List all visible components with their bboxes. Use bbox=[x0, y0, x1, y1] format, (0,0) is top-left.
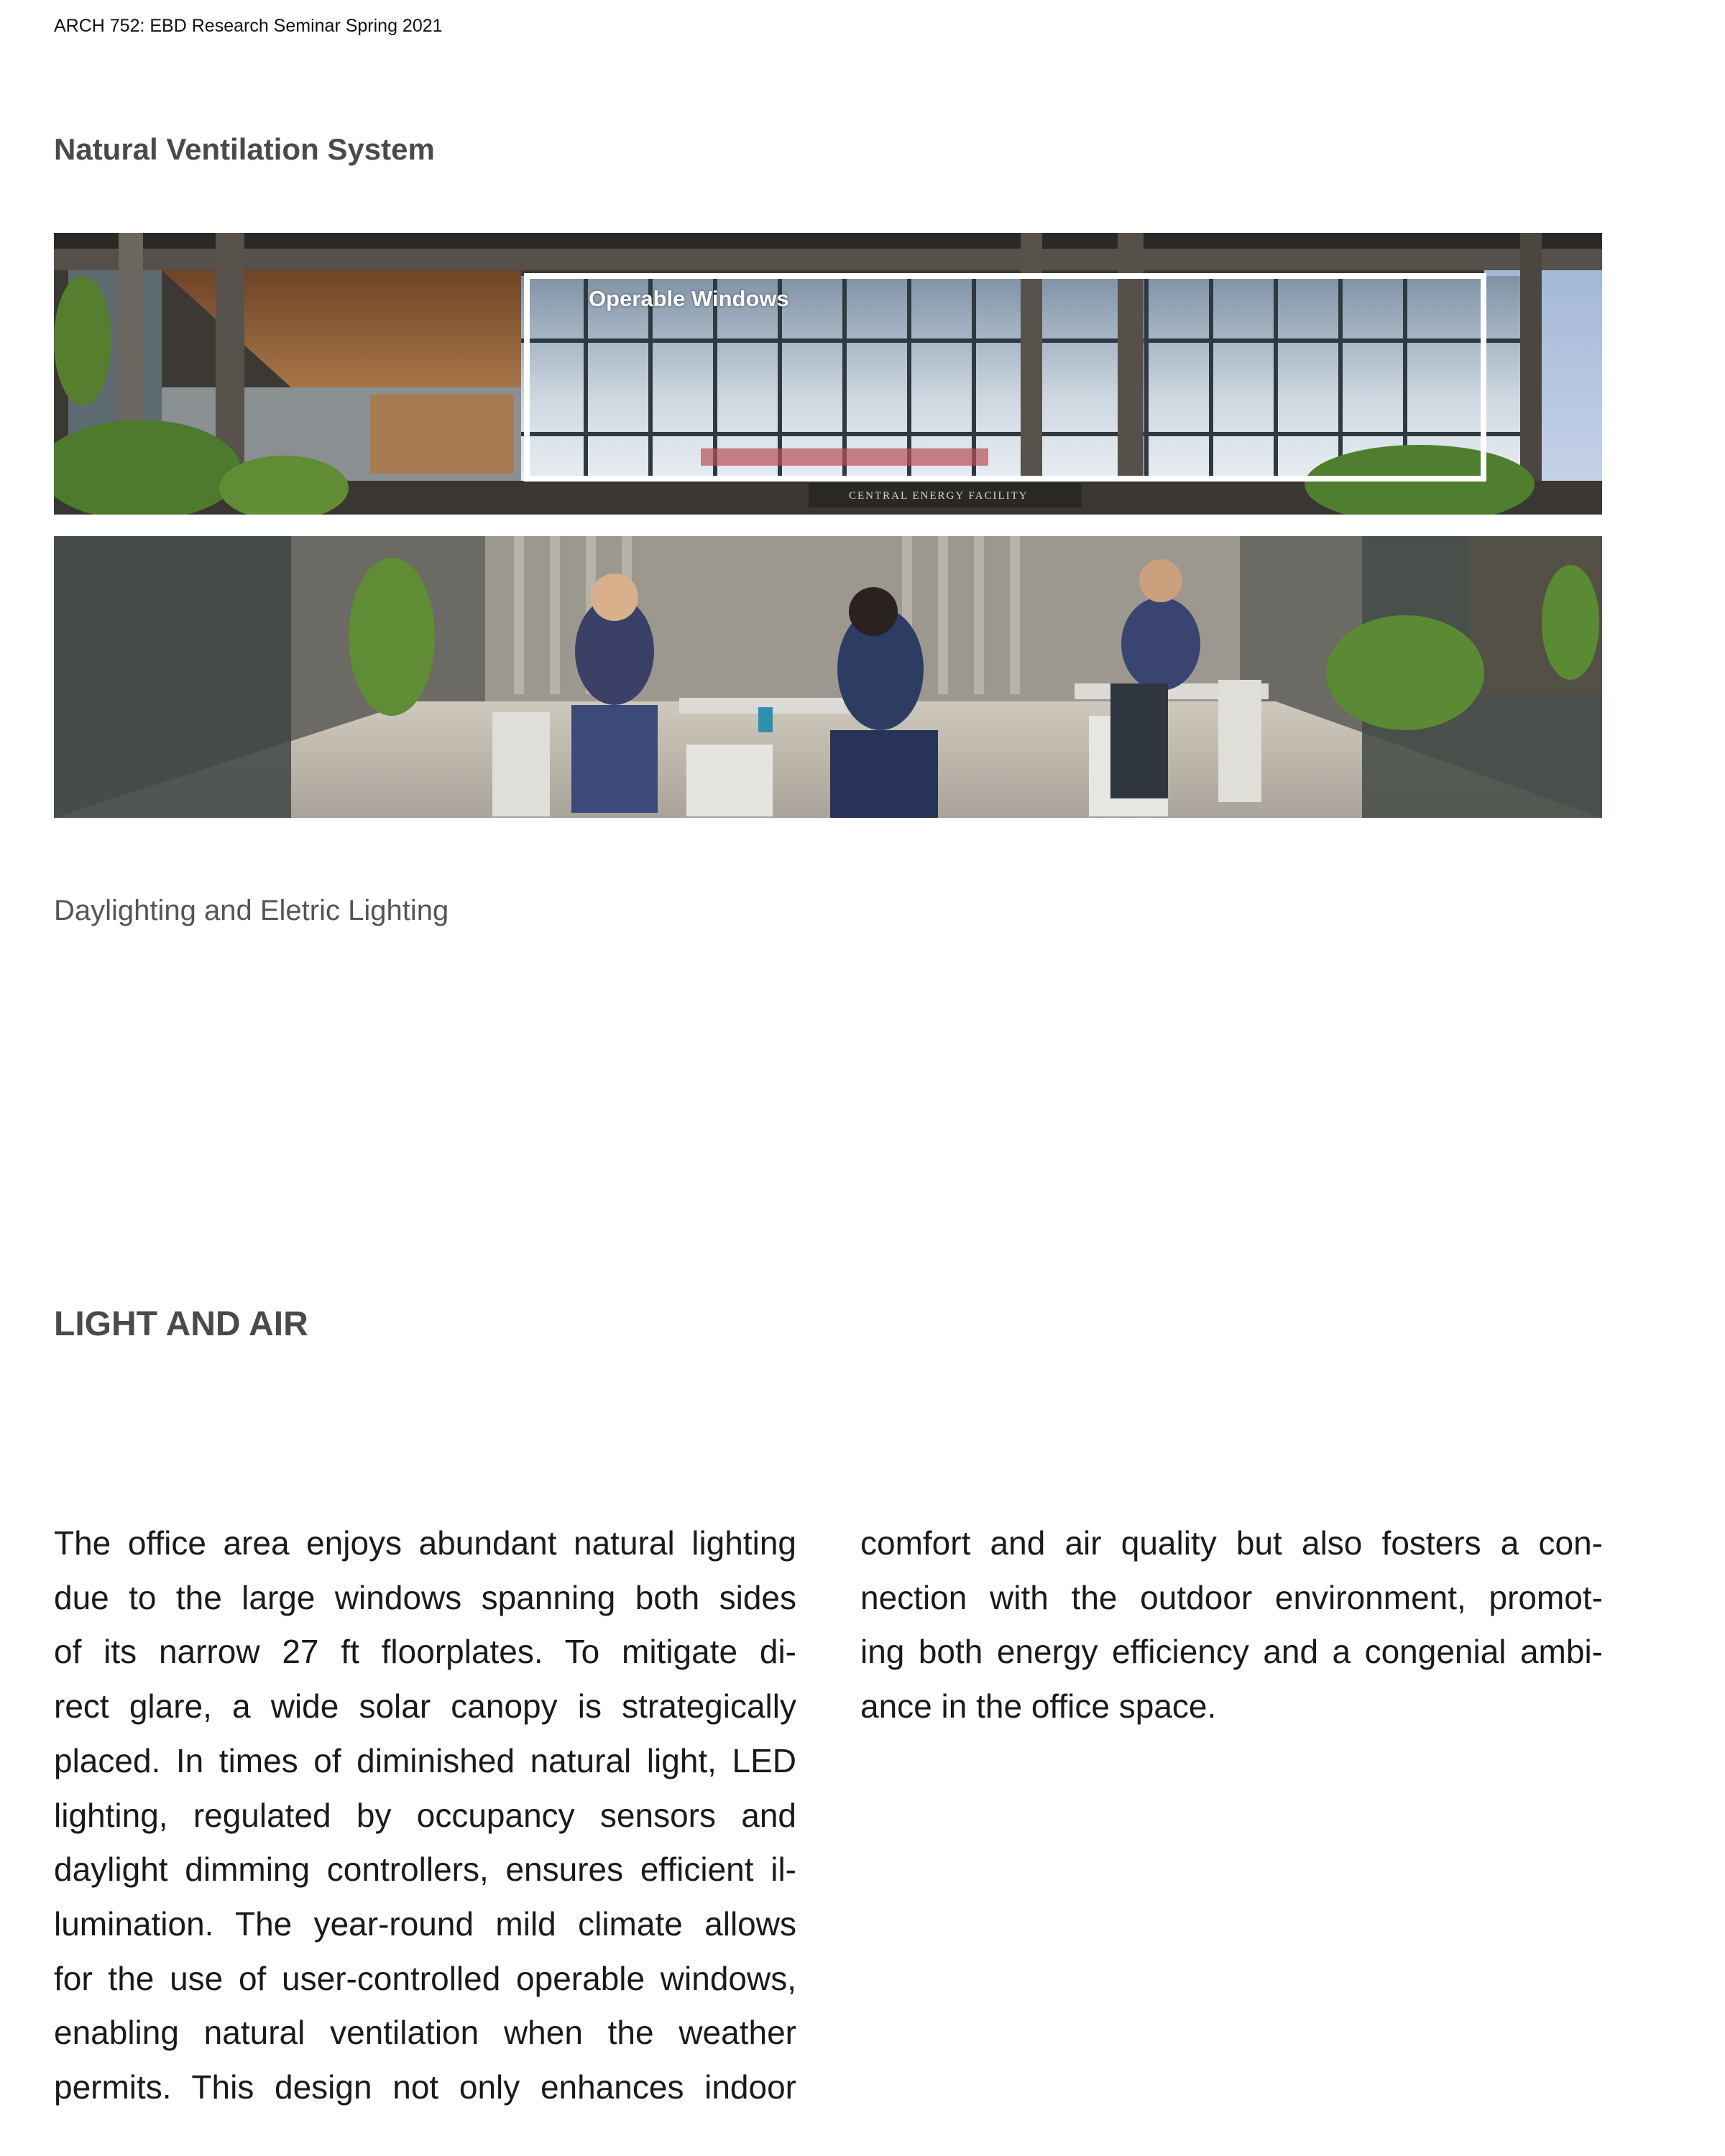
body-line: of its narrow 27 ft floorplates. To mitigate di- bbox=[54, 1633, 796, 1671]
body-line: daylight dimming controllers, ensures efficient il- bbox=[54, 1851, 796, 1889]
body-line: comfort and air quality but also fosters a con- bbox=[860, 1524, 1603, 1562]
running-header: ARCH 752: EBD Research Seminar Spring 2021 bbox=[54, 16, 443, 36]
body-line: ing both energy efficiency and a congenial ambi- bbox=[860, 1633, 1603, 1671]
body-line: placed. In times of diminished natural light, LED bbox=[54, 1741, 796, 1779]
body-line: lumination. The year-round mild climate allows bbox=[54, 1904, 796, 1943]
body-line: permits. This design not only enhances indoor bbox=[54, 2068, 796, 2106]
body-line: rect glare, a wide solar canopy is strategically bbox=[54, 1687, 796, 1726]
body-line: The office area enjoys abundant natural lighting bbox=[54, 1524, 796, 1562]
building-exterior-photo bbox=[54, 233, 1602, 515]
body-line: ance in the office space. bbox=[860, 1687, 1217, 1726]
body-column-left bbox=[54, 1516, 796, 2115]
body-line: for the use of user-controlled operable windows, bbox=[54, 1959, 796, 1997]
terrace-photo bbox=[54, 536, 1602, 818]
subsection-title: Daylighting and Eletric Lighting bbox=[54, 895, 449, 926]
body-line: lighting, regulated by occupancy sensors and bbox=[54, 1796, 796, 1834]
body-line: enabling natural ventilation when the weather bbox=[54, 2014, 796, 2052]
operable-windows-label: Operable Windows bbox=[589, 286, 789, 311]
terrace-illustration bbox=[54, 536, 1602, 818]
facility-sign: CENTRAL ENERGY FACILITY bbox=[849, 490, 1029, 502]
body-line: nection with the outdoor environment, promot- bbox=[860, 1578, 1603, 1616]
building-exterior-illustration bbox=[54, 233, 1602, 515]
main-heading: LIGHT AND AIR bbox=[54, 1305, 308, 1343]
body-column-right bbox=[860, 1516, 1603, 1734]
section-title: Natural Ventilation System bbox=[54, 132, 435, 166]
body-line: due to the large windows spanning both sides bbox=[54, 1578, 796, 1616]
